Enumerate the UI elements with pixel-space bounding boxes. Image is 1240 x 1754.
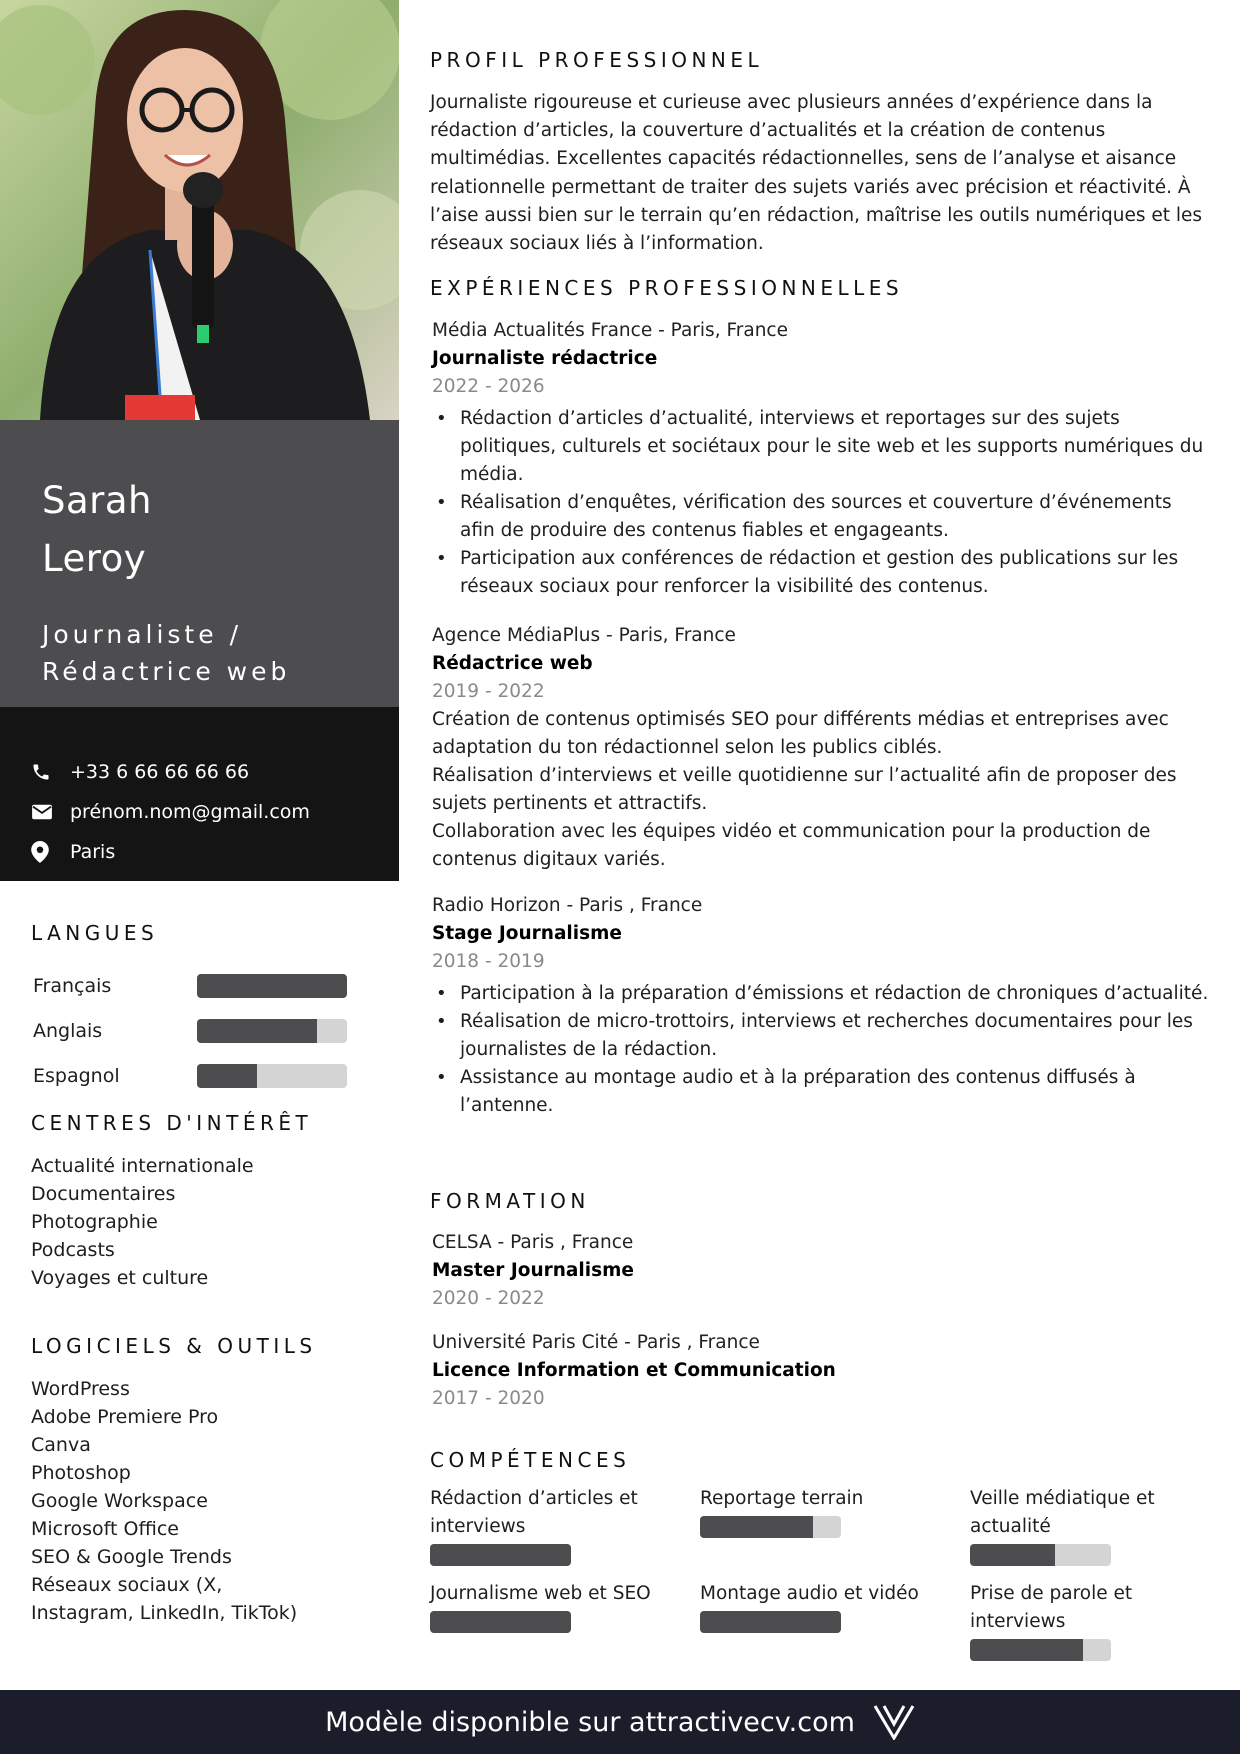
skill-item (970, 1485, 1220, 1566)
experience-role: Journaliste rédactrice (432, 348, 658, 369)
skill-label: Rédaction d’articles et interviews (430, 1488, 638, 1537)
interest-item: Actualité internationale (31, 1155, 254, 1177)
language-level-bar (197, 1019, 347, 1043)
bullet-item: • Participation aux conférences de rédaction et gestion des publications sur les réseaux sociaux pour renforcer la visibilité des contenus. (432, 545, 1212, 601)
skill-level-bar (700, 1611, 841, 1633)
bullet-item: • Rédaction d’articles d’actualité, interviews et reportages sur des sujets politiques, culturels et sociétaux pour le site web et les supports numériques du média. (432, 405, 1212, 489)
interest-item: Documentaires (31, 1183, 176, 1205)
contact-block (0, 707, 399, 881)
education-degree: Master Journalisme (432, 1260, 634, 1281)
skill-item (430, 1485, 680, 1566)
languages-heading: LANGUES (31, 921, 159, 945)
software-item: Microsoft Office (31, 1518, 179, 1540)
bullet-item: • Assistance au montage audio et à la préparation des contenus diffusés à l’antenne. (432, 1064, 1212, 1120)
skill-label: Montage audio et vidéo (700, 1583, 919, 1604)
experience-description: Création de contenus optimisés SEO pour différents médias et entreprises avec adaptation du ton rédactionnel selon les publics ciblés. (432, 709, 1169, 758)
experience-item (432, 892, 1212, 1120)
education-heading: FORMATION (430, 1189, 590, 1213)
skill-level-bar (970, 1639, 1111, 1661)
interests-section (31, 1111, 371, 1292)
education-org: CELSA - Paris , France (432, 1232, 634, 1253)
footer-text[interactable]: Modèle disponible sur attractivecv.com (325, 1706, 855, 1738)
experience-org: Radio Horizon - Paris , France (432, 895, 703, 916)
experience-org: Média Actualités France - Paris, France (432, 320, 788, 341)
experience-description: Collaboration avec les équipes vidéo et communication pour la production de contenus digitaux variés. (432, 821, 1151, 870)
city: Paris (70, 841, 116, 863)
language-row (31, 1008, 371, 1053)
location-pin-icon (31, 842, 70, 862)
contact-email (31, 792, 399, 832)
skill-label: Reportage terrain (700, 1488, 864, 1509)
bullet-item: • Réalisation de micro-trottoirs, interviews et recherches documentaires pour les journalistes de la rédaction. (432, 1008, 1212, 1064)
profile-heading: PROFIL PROFESSIONNEL (430, 48, 764, 72)
software-item: Adobe Premiere Pro (31, 1406, 219, 1428)
skill-item (970, 1580, 1220, 1661)
software-item: Canva (31, 1434, 91, 1456)
language-name: Anglais (33, 1019, 103, 1042)
language-level-bar (197, 1064, 347, 1088)
experience-dates: 2019 - 2022 (432, 681, 545, 702)
software-item: Google Workspace (31, 1490, 208, 1512)
experience-dates: 2018 - 2019 (432, 951, 545, 972)
language-row (31, 963, 371, 1008)
software-item: SEO & Google Trends (31, 1546, 232, 1568)
first-name: Sarah (42, 479, 152, 522)
footer-banner (0, 1690, 1240, 1754)
skill-level-bar (700, 1516, 841, 1538)
phone-number[interactable]: +33 6 66 66 66 66 (70, 761, 250, 783)
skill-level-bar (430, 1544, 571, 1566)
education-dates: 2017 - 2020 (432, 1388, 545, 1409)
skill-level-bar (430, 1611, 571, 1633)
contact-city (31, 832, 399, 872)
software-item: WordPress (31, 1378, 130, 1400)
education-item (432, 1229, 1212, 1313)
experience-dates: 2022 - 2026 (432, 376, 545, 397)
skill-level-bar (970, 1544, 1111, 1566)
education-dates: 2020 - 2022 (432, 1288, 545, 1309)
skills-heading: COMPÉTENCES (430, 1448, 631, 1472)
interest-item: Photographie (31, 1211, 158, 1233)
language-name: Français (33, 974, 112, 997)
education-item (432, 1329, 1212, 1413)
profile-text: Journaliste rigoureuse et curieuse avec plusieurs années d’expérience dans la rédaction d’articles, la couverture d’actualités et la création de contenus multimédias. Excellentes capacités rédactionnelles, sens de l’analyse et aisance relationnelle permettant de traiter des sujets variés avec précision et réactivité. À l’aise aussi bien sur le terrain qu’en rédaction, maîtrise les outils numériques et les réseaux sociaux liés à l’information. (430, 92, 1203, 255)
software-heading: LOGICIELS & OUTILS (31, 1334, 317, 1358)
skill-label: Prise de parole et interviews (970, 1583, 1133, 1632)
language-row (31, 1053, 371, 1098)
phone-icon (31, 762, 70, 782)
experience-item (432, 622, 1212, 874)
education-degree: Licence Information et Communication (432, 1360, 836, 1381)
experience-bullets (432, 405, 1212, 601)
interest-item: Podcasts (31, 1239, 115, 1261)
experience-role: Stage Journalisme (432, 923, 622, 944)
experience-org: Agence MédiaPlus - Paris, France (432, 625, 736, 646)
name-block (0, 420, 399, 707)
profile-photo (0, 0, 399, 420)
interest-item: Voyages et culture (31, 1267, 209, 1289)
experience-role: Rédactrice web (432, 653, 593, 674)
mail-icon (31, 802, 70, 822)
software-section (31, 1334, 371, 1627)
software-item: Réseaux sociaux (X, Instagram, LinkedIn, TikTok) (31, 1574, 298, 1624)
job-title: Journaliste / Rédactrice web (42, 620, 291, 686)
language-name: Espagnol (33, 1064, 120, 1087)
bullet-item: • Participation à la préparation d’émissions et rédaction de chroniques d’actualité. (432, 980, 1212, 1008)
experience-bullets (432, 980, 1212, 1120)
language-level-bar (197, 974, 347, 998)
skill-item (700, 1580, 950, 1633)
v-logo-icon[interactable] (873, 1704, 915, 1740)
experience-item (432, 317, 1212, 601)
skill-label: Journalisme web et SEO (430, 1583, 651, 1604)
languages-section (31, 921, 371, 1098)
experience-description: Réalisation d’interviews et veille quotidienne sur l’actualité afin de proposer des sujets pertinents et attractifs. (432, 765, 1177, 814)
email-address[interactable]: prénom.nom@gmail.com (70, 801, 310, 823)
skill-item (700, 1485, 950, 1538)
last-name: Leroy (42, 537, 147, 580)
experience-heading: EXPÉRIENCES PROFESSIONNELLES (430, 276, 904, 300)
sidebar (0, 0, 399, 1690)
skill-label: Veille médiatique et actualité (970, 1488, 1155, 1537)
skill-item (430, 1580, 680, 1633)
bullet-item: • Réalisation d’enquêtes, vérification des sources et couverture d’événements afin de produire des contenus fiables et engageants. (432, 489, 1212, 545)
education-org: Université Paris Cité - Paris , France (432, 1332, 760, 1353)
software-item: Photoshop (31, 1462, 131, 1484)
interests-heading: CENTRES D'INTÉRÊT (31, 1111, 313, 1135)
contact-phone (31, 752, 399, 792)
